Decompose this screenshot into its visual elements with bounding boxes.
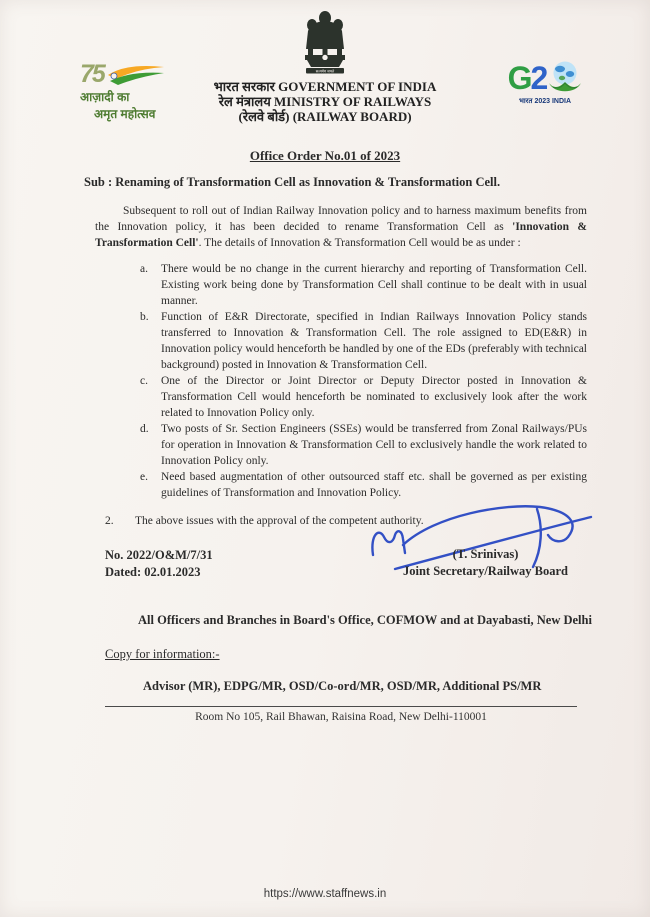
list-item-a <box>140 261 587 309</box>
order-title: Office Order No.01 of 2023 <box>249 148 401 163</box>
g20-letter-g: G <box>507 60 533 96</box>
item-text: Need based augmentation of other outsourced staff etc. shall be governed as per existing guidelines of Transformation and Innovation Policy. <box>161 471 587 499</box>
signer-block <box>378 546 593 580</box>
para1-lead: Subsequent to roll out of Indian Railway Innovation policy and to harness maximum benefits from the Innovation policy, it has been decided to rename Transformation Cell as <box>95 205 587 233</box>
item-label: e. <box>140 471 148 483</box>
para2-number: 2. <box>105 515 114 527</box>
office-address: Room No 105, Rail Bhawan, Raisina Road, New Delhi-110001 <box>195 711 487 723</box>
azadi-text-line1: आज़ादी का <box>80 90 130 104</box>
item-label: a. <box>140 263 148 275</box>
g20-globe-lotus-icon <box>548 60 582 96</box>
item-text: There would be no change in the current hierarchy and reporting of Transformation Cell. Existing work being done by Transformation Cell shall continue to be dealt with in usual manner. <box>161 263 587 307</box>
para2-text: The above issues with the approval of the competent authority. <box>135 515 424 527</box>
gov-line-india: भारत सरकार GOVERNMENT OF INDIA <box>213 79 437 94</box>
list-item-d <box>140 421 587 469</box>
order-body <box>95 203 587 529</box>
item-text: One of the Director or Joint Director or Deputy Director posted in Innovation & Transformation Cell would henceforth be nominated to exclusively look after the work related to Innovation Policy only. <box>161 375 587 419</box>
item-text: Two posts of Sr. Section Engineers (SSEs) would be transferred from Zonal Railways/PUs for operation in Innovation & Transformation Cell to exclusively handle the work related to Innovation Policy only. <box>161 423 587 467</box>
subject-line: Sub : Renaming of Transformation Cell as Innovation & Transformation Cell. <box>84 175 501 189</box>
g20-letter-2: 2 <box>530 60 549 96</box>
g20-india-logo <box>490 60 600 106</box>
para1-tail: . The details of Innovation & Transformation Cell would be as under : <box>198 237 521 249</box>
g20-caption: भारत 2023 INDIA <box>518 98 572 105</box>
gov-line-ministry: रेल मंत्रालय MINISTRY OF RAILWAYS <box>218 94 432 109</box>
signer-designation: Joint Secretary/Railway Board <box>402 564 569 578</box>
item-label: c. <box>140 375 148 387</box>
signer-name: (T. Srinivas) <box>452 547 519 561</box>
gov-line-board: (रेलवे बोर्ड) (RAILWAY BOARD) <box>238 109 412 124</box>
azadi-text-line2: अमृत महोत्सव <box>94 107 156 121</box>
reference-block <box>105 547 213 581</box>
emblem-motto: सत्यमेव जयते <box>315 69 335 74</box>
copy-for-information-heading: Copy for information:- <box>105 647 220 661</box>
paragraph-1 <box>95 203 587 251</box>
azadi-75-number: 75 <box>80 60 104 88</box>
copy-recipients: Advisor (MR), EDPG/MR, OSD/Co-ord/MR, OSD/MR, Additional PS/MR <box>143 679 542 693</box>
list-item-c <box>140 373 587 421</box>
file-number: No. 2022/O&M/7/31 <box>105 548 213 562</box>
source-website-url: https://www.staffnews.in <box>263 888 387 900</box>
item-label: d. <box>140 423 149 435</box>
distribution-line: All Officers and Branches in Board's Office, COFMOW and at Dayabasti, New Delhi <box>138 613 592 627</box>
ashoka-emblem-icon <box>298 8 352 79</box>
order-date: Dated: 02.01.2023 <box>105 565 201 579</box>
footer-divider <box>105 706 577 707</box>
para1-bold-name: 'Innovation & Transformation Cell' <box>95 221 587 249</box>
item-label: b. <box>140 311 149 323</box>
item-text: Function of E&R Directorate, specified in Indian Railways Innovation Policy stands transferred to Innovation & Transformation Cell. The role assigned to ED(E&R) in Innovation policy would henceforth be handled by one of the EDs (preferably with technical background) posted in Innovation & Transformation Cell. <box>161 311 587 371</box>
order-item-list <box>140 261 587 501</box>
list-item-b <box>140 309 587 373</box>
